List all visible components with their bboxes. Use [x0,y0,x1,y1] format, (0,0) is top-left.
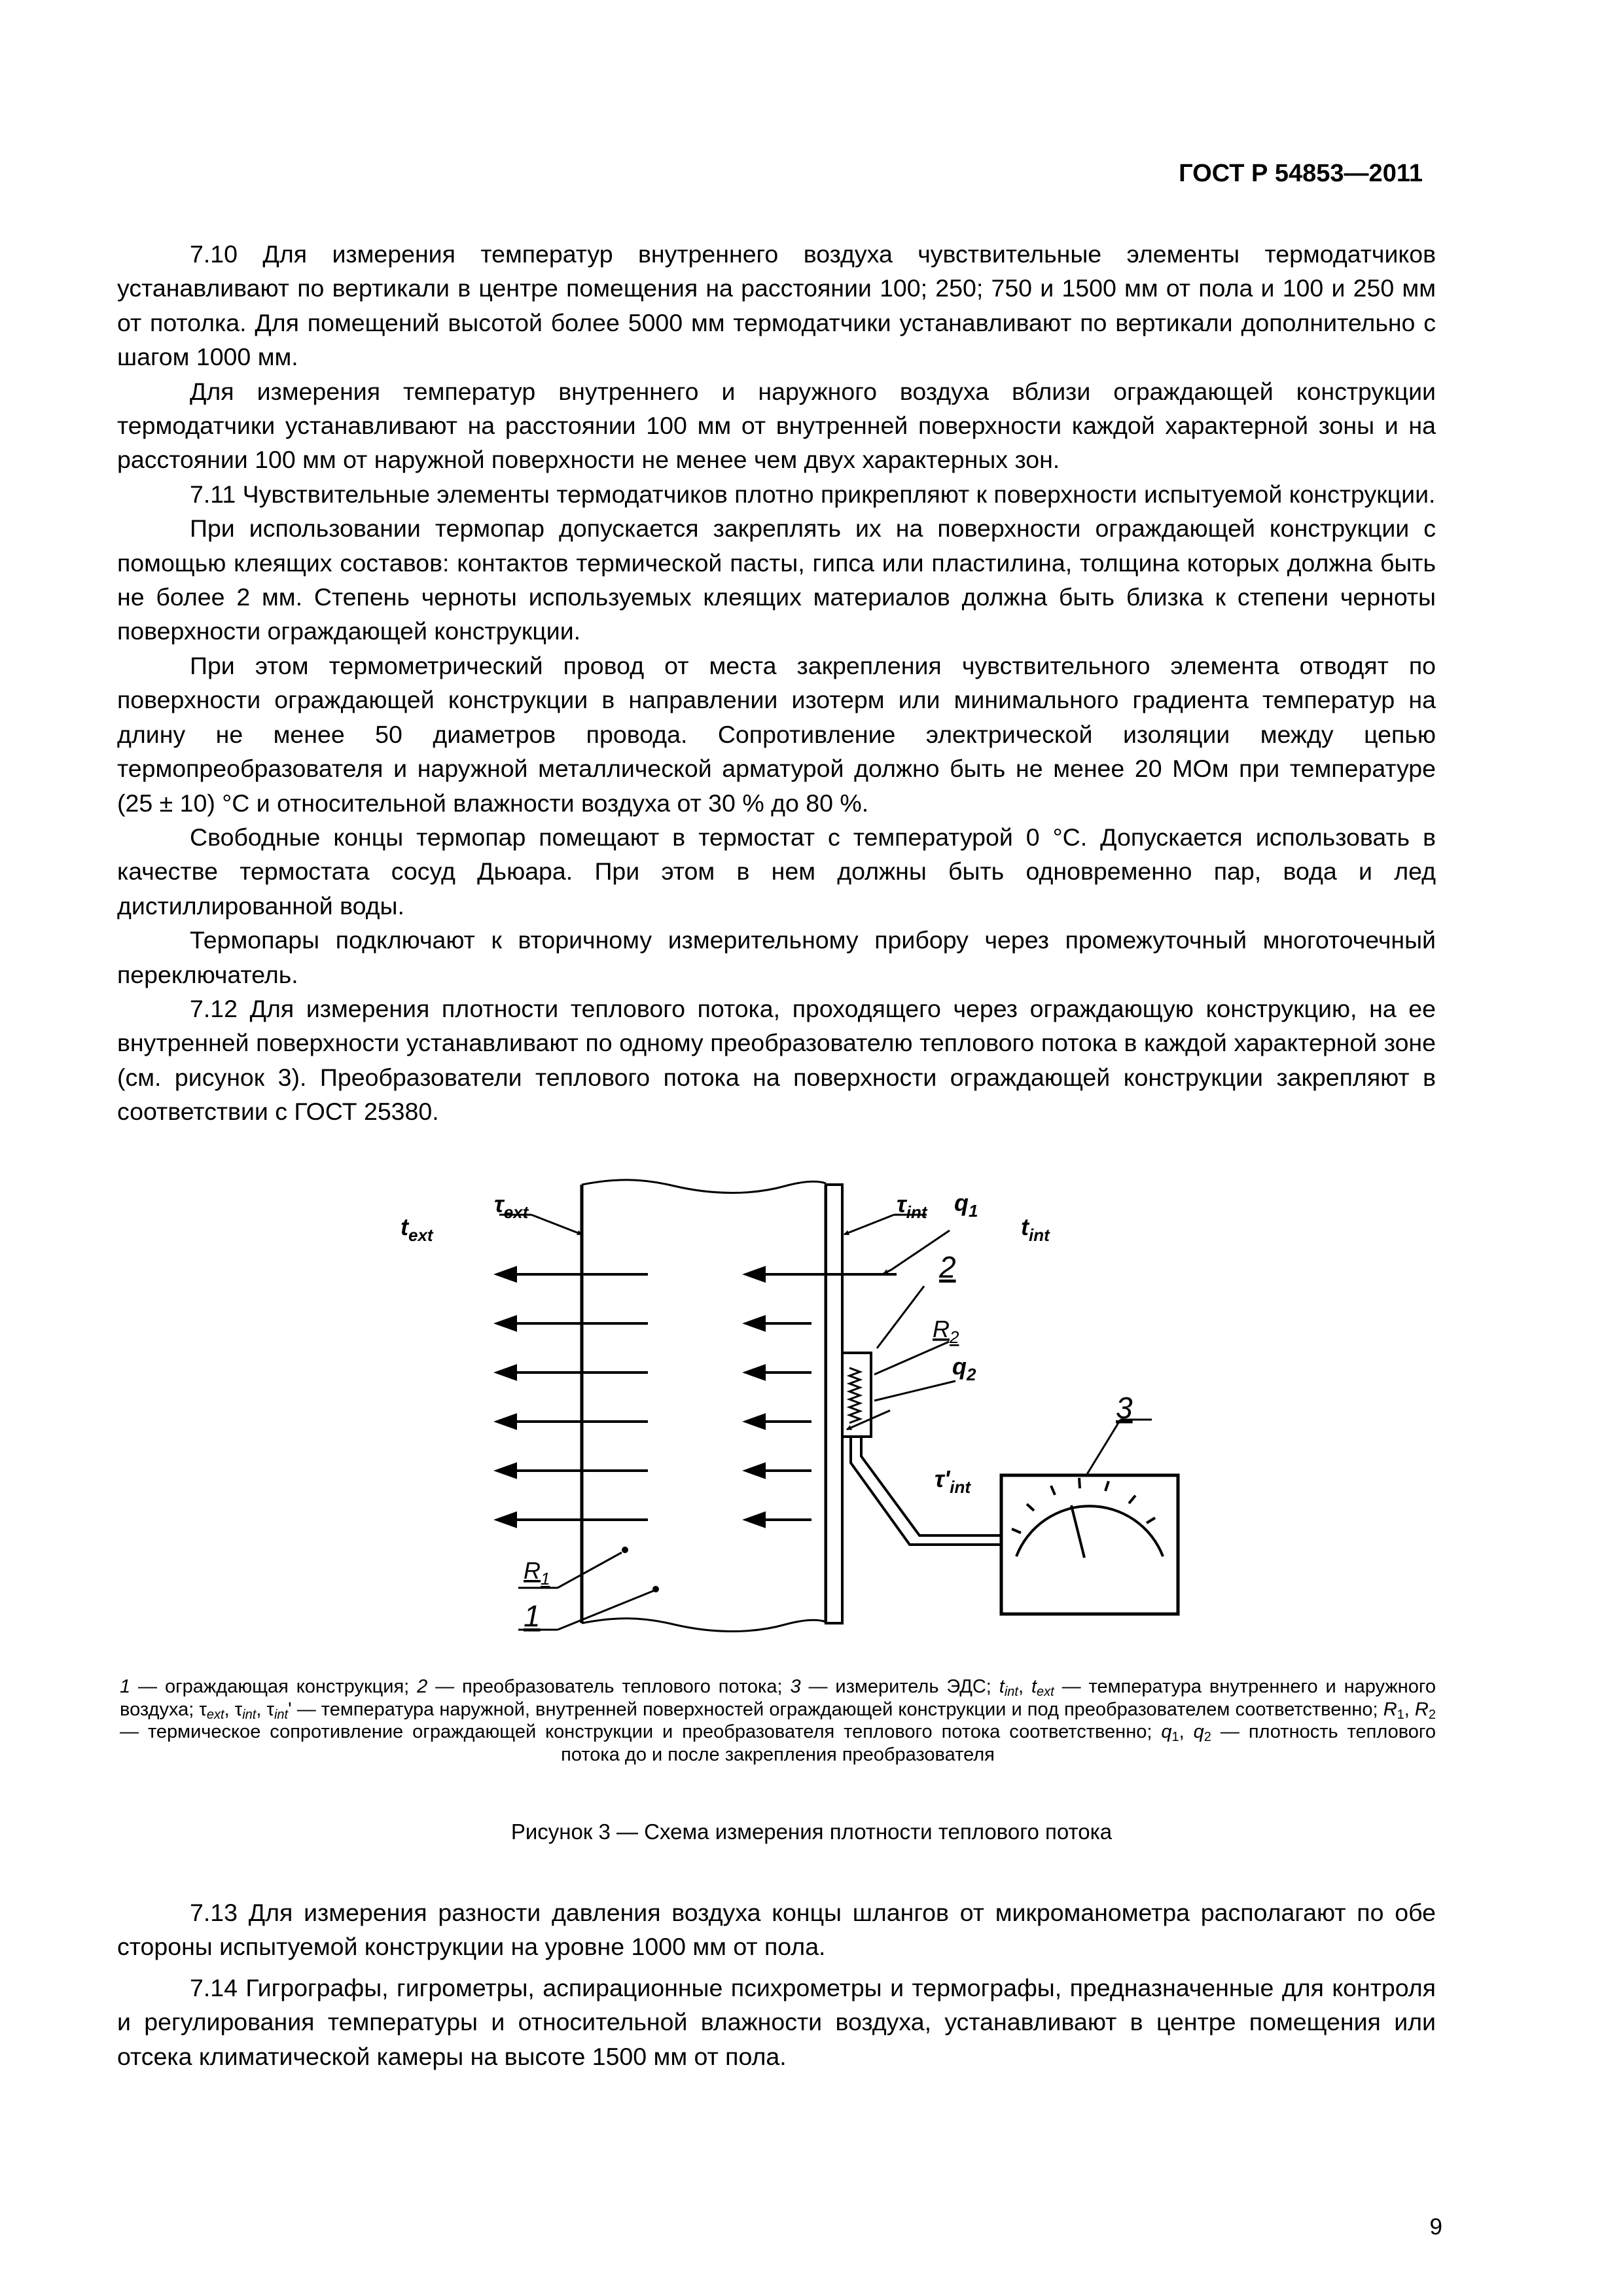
paragraph: Для измерения температур внутреннего и наружного воздуха вблизи ограждающей конструкции термодатчики устанавливают на расстоянии 100 мм от внутренней поверхности каждой характерной зоны и на расстоянии 100 мм от наружной поверхности не менее чем двух характерных зон. [117,377,1436,474]
figure-legend: 1 — ограждающая конструкция; 2 — преобразователь теплового потока; 3 — измеритель ЭДС; $t_{int}$, $t_{ext}$ — температура внутреннего и наружного воздуха; $\tau_{ext}$, $\tau_{int}$, $\tau_{int}'$ — температура наружной, внутренней поверхностей ограждающей конструкции и под преобразователем соответственно; $R_1$, $R_2$ — термическое сопротивление ограждающей конструкции и преобразователя теплового потока соответственно; $q_1$, $q_2$ — плотность теплового потока до и после закрепления преобразователя [120,1676,1436,1765]
paragraph: Свободные концы термопар помещают в термостат с температурой 0 °С. Допускается использовать в качестве термостата сосуд Дьюара. При этом в нем должны быть одновременно пар, вода и лед дистиллированной воды. [117,823,1436,920]
label-tau-ext: $\tau_{ext}$ [494,1191,529,1222]
paragraph-7-10: 7.10 Для измерения температур внутреннего воздуха чувствительные элементы термодатчиков устанавливают по вертикали в центре помещения на расстоянии 100; 250; 750 и 1500 мм от пола и 100 и 250 мм от потолка. Для помещений высотой более 5000 мм термодатчики устанавливают по вертикали дополнительно с шагом 1000 мм. [117,240,1436,371]
paragraph-7-12: 7.12 Для измерения плотности теплового потока, проходящего через ограждающую конструкцию, на ее внутренней поверхности устанавливают по одному преобразователю теплового потока в каждой характерной зоне (см. рисунок 3). Преобразователи теплового потока на поверхности ограждающей конструкции закрепляют в соответствии с ГОСТ 25380. [117,994,1436,1126]
paragraph: При использовании термопар допускается закреплять их на поверхности ограждающей конструкции с помощью клеящих составов: контактов термической пасты, гипса или пластилина, толщина которых должна быть не более 2 мм. Степень черноты используемых клеящих материалов должна быть близка к степени черноты поверхности ограждающей конструкции. [117,514,1436,645]
heat-flow-arrows-inside [746,1268,897,1526]
emf-meter [1001,1475,1178,1614]
paragraph-7-13: 7.13 Для измерения разности давления воздуха концы шлангов от микроманометра располагают по обе стороны испытуемой конструкции на уровне 1000 мм от пола. [117,1899,1436,1961]
paragraph-7-11: 7.11 Чувствительные элементы термодатчиков плотно прикрепляют к поверхности испытуемой конструкции. [190,480,1436,508]
label-t-int: $t_{int}$ [1021,1213,1050,1245]
page-number: 9 [1429,2214,1442,2240]
label-tau-int: $\tau_{int}$ [897,1191,927,1222]
label-R1: $R_1$ [524,1557,550,1588]
inner-plate [826,1185,842,1623]
document-id: ГОСТ Р 54853—2011 [1179,160,1423,187]
wall [582,1180,826,1632]
heat-flow-arrows-outside [497,1268,648,1526]
paragraph: При этом термометрический провод от места закрепления чувствительного элемента отводят по поверхности ограждающей конструкции в направлении изотерм или минимального градиента температур на длину не менее 50 диаметров провода. Сопротивление электрической изоляции между цепью термопреобразователя и наружной металлической арматурой должно быть не менее 20 МОм при температуре (25 ± 10) °С и относительной влажности воздуха от 30 % до 80 %. [117,651,1436,817]
label-q2: $q_2$ [952,1353,976,1384]
label-3: 3 [1116,1391,1133,1425]
label-2: 2 [939,1250,956,1284]
cable [851,1437,1001,1545]
figure-caption: Рисунок 3 — Схема измерения плотности теплового потока [510,1820,1113,1844]
paragraph-7-14: 7.14 Гигрографы, гигрометры, аспирационные психрометры и термографы, предназначенные для контроля и регулирования температуры и относительной влажности воздуха, устанавливают в центре помещения или отсека климатической камеры на высоте 1500 мм от пола. [117,1973,1436,2070]
paragraph: Термопары подключают к вторичному измерительному прибору через промежуточный многоточечный переключатель. [117,926,1436,988]
label-q1: $q_1$ [954,1189,978,1221]
label-1: 1 [524,1599,541,1633]
label-R2: $R_2$ [933,1316,959,1347]
label-tau-prime-int: $\tau'_{int}$ [935,1465,971,1497]
heat-flux-transducer [842,1353,890,1437]
label-t-ext: $t_{ext}$ [401,1213,433,1245]
body-text-continued [117,1895,1436,2080]
